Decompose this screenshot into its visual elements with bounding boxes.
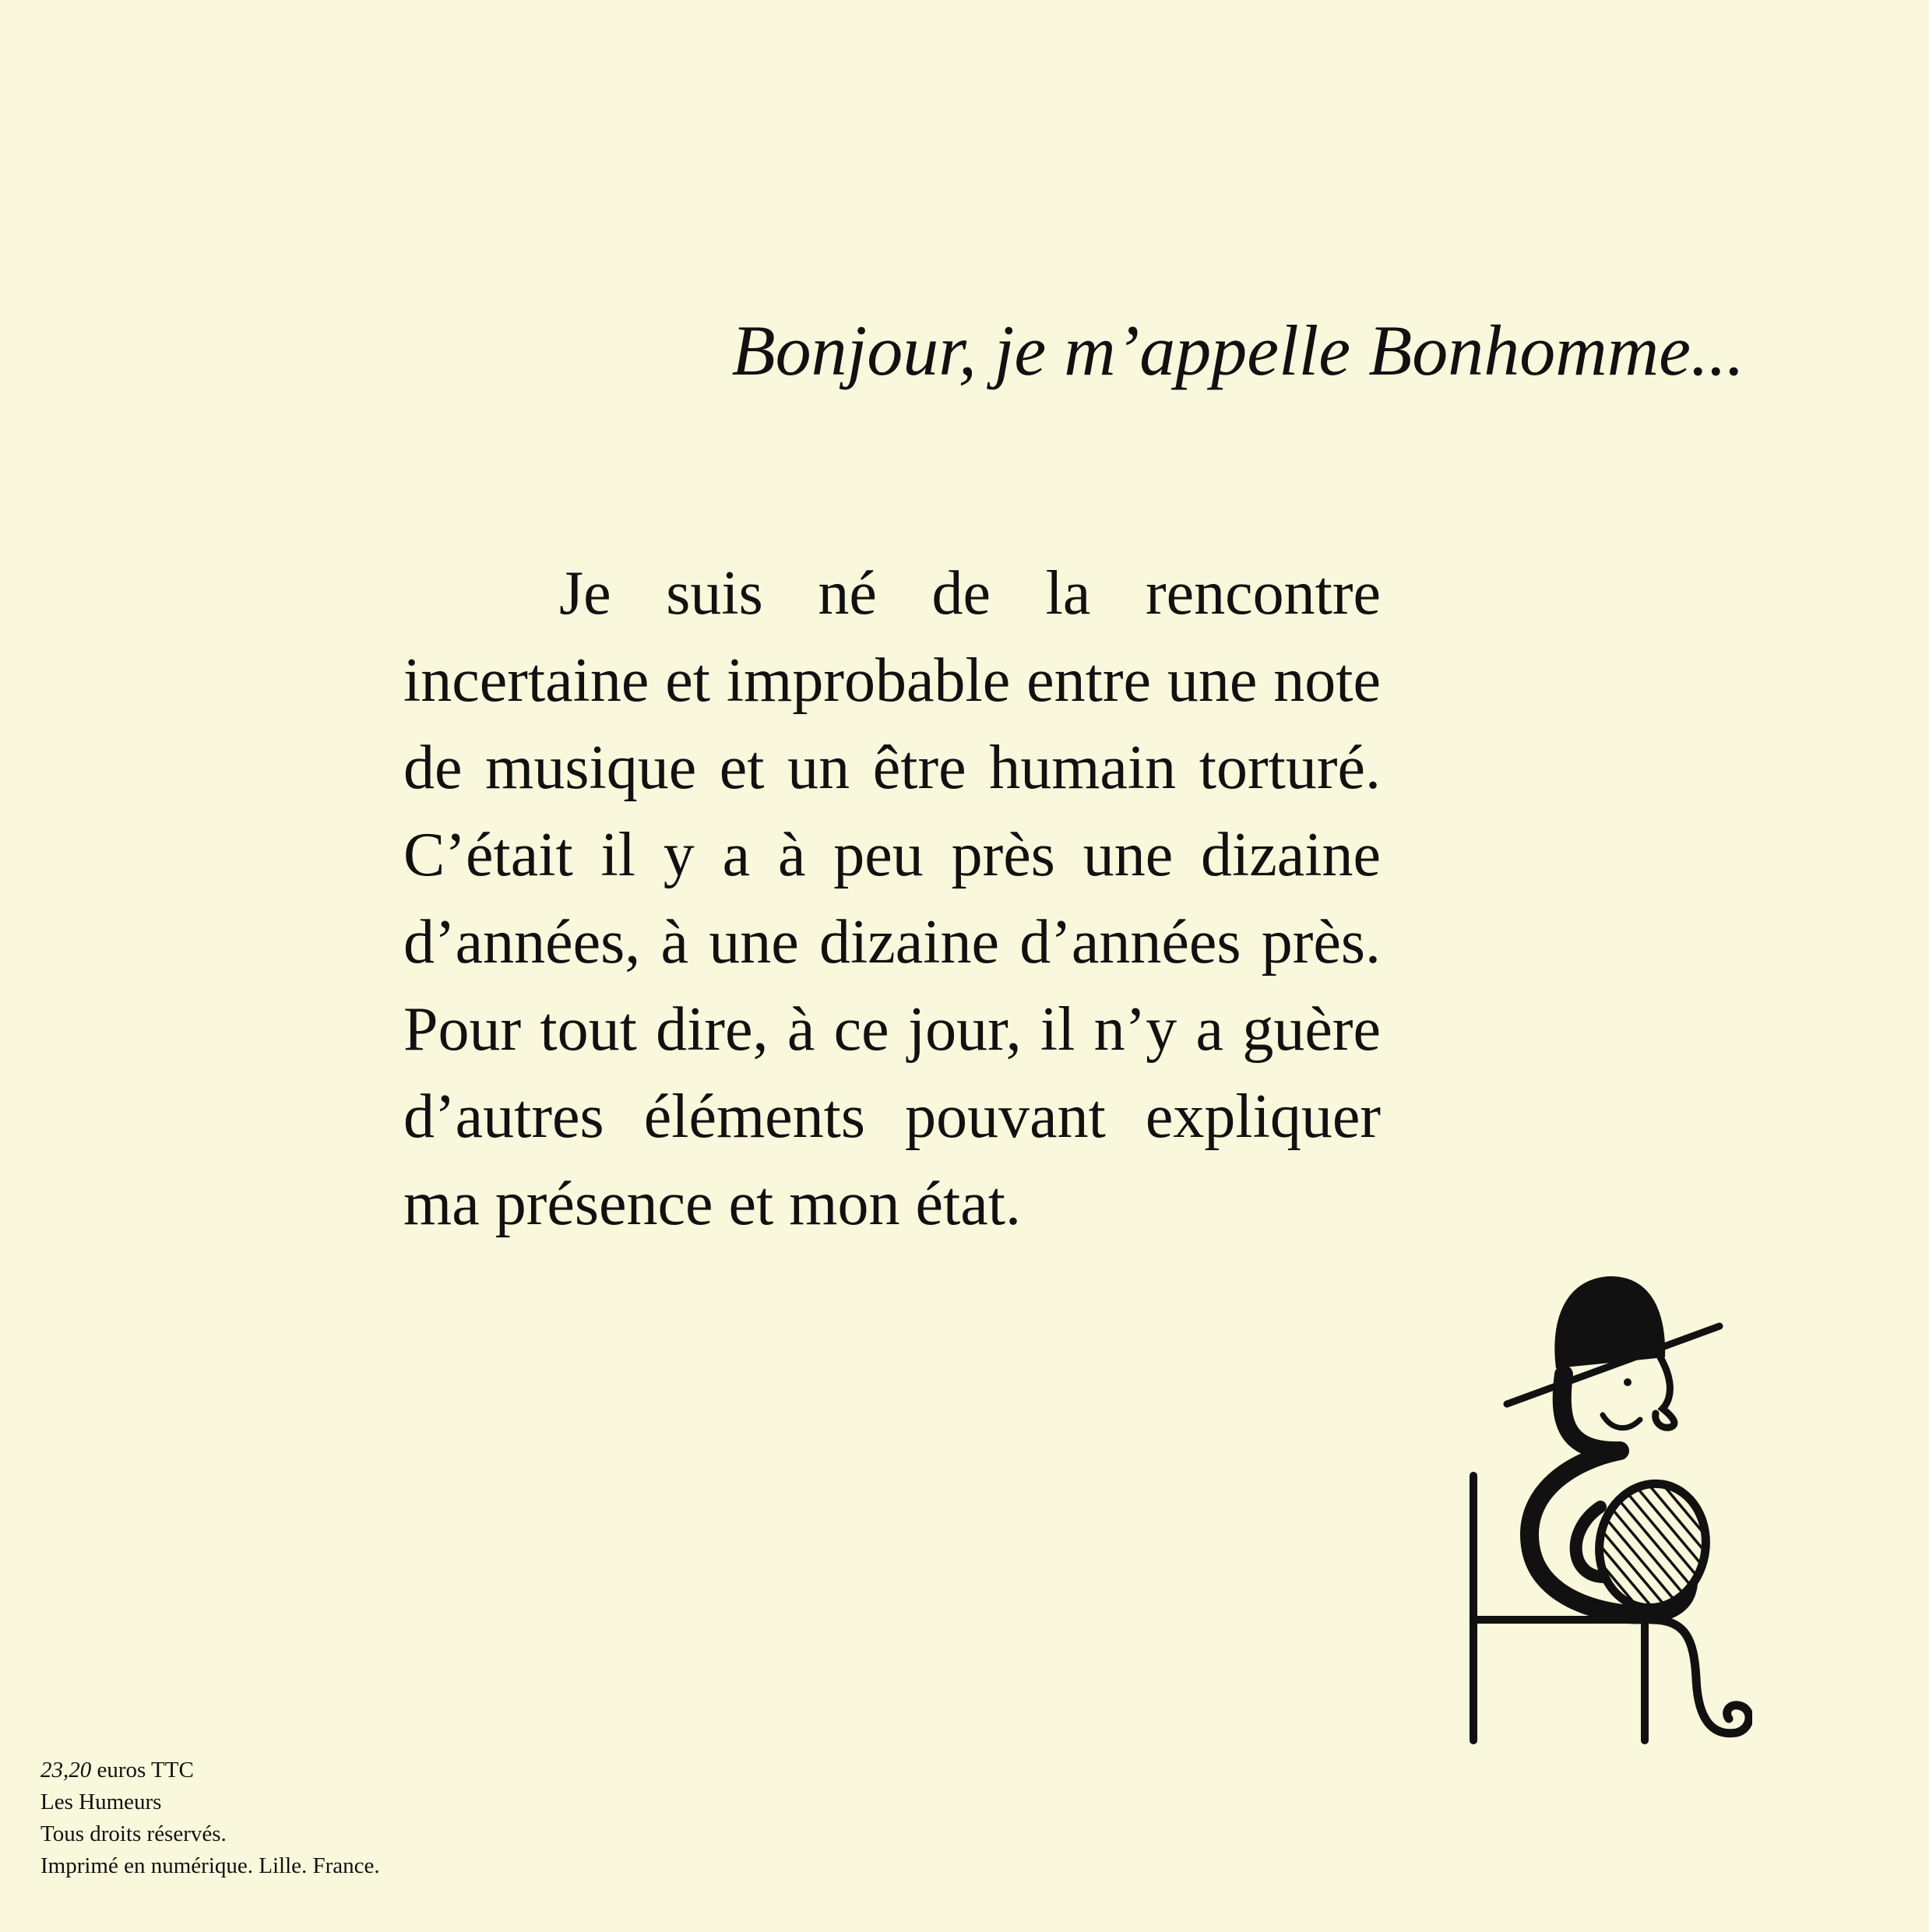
price-value: 23,20 — [40, 1758, 92, 1782]
body-paragraph: Je suis né de la rencontre incertaine et improbable entre une note de musique et un être humain torturé. C’était il y a à peu près une dizaine d’années, à une dizaine d’années près. Pour tout dire, à ce jour, il n’y a guère d’autres éléments pouvant expliquer ma présence et mon état. — [403, 559, 1381, 1238]
price-line — [40, 1754, 586, 1786]
bonhomme-musical-note-character-icon — [1441, 1265, 1752, 1748]
colophon — [40, 1754, 586, 1882]
price-unit: euros TTC — [91, 1758, 194, 1782]
printing-notice: Imprimé en numérique. Lille. France. — [40, 1853, 380, 1878]
rights-notice: Tous droits réservés. — [40, 1821, 227, 1846]
publisher-name: Les Humeurs — [40, 1789, 162, 1814]
page-heading: Bonjour, je m’appelle Bonhomme... — [731, 311, 1744, 390]
